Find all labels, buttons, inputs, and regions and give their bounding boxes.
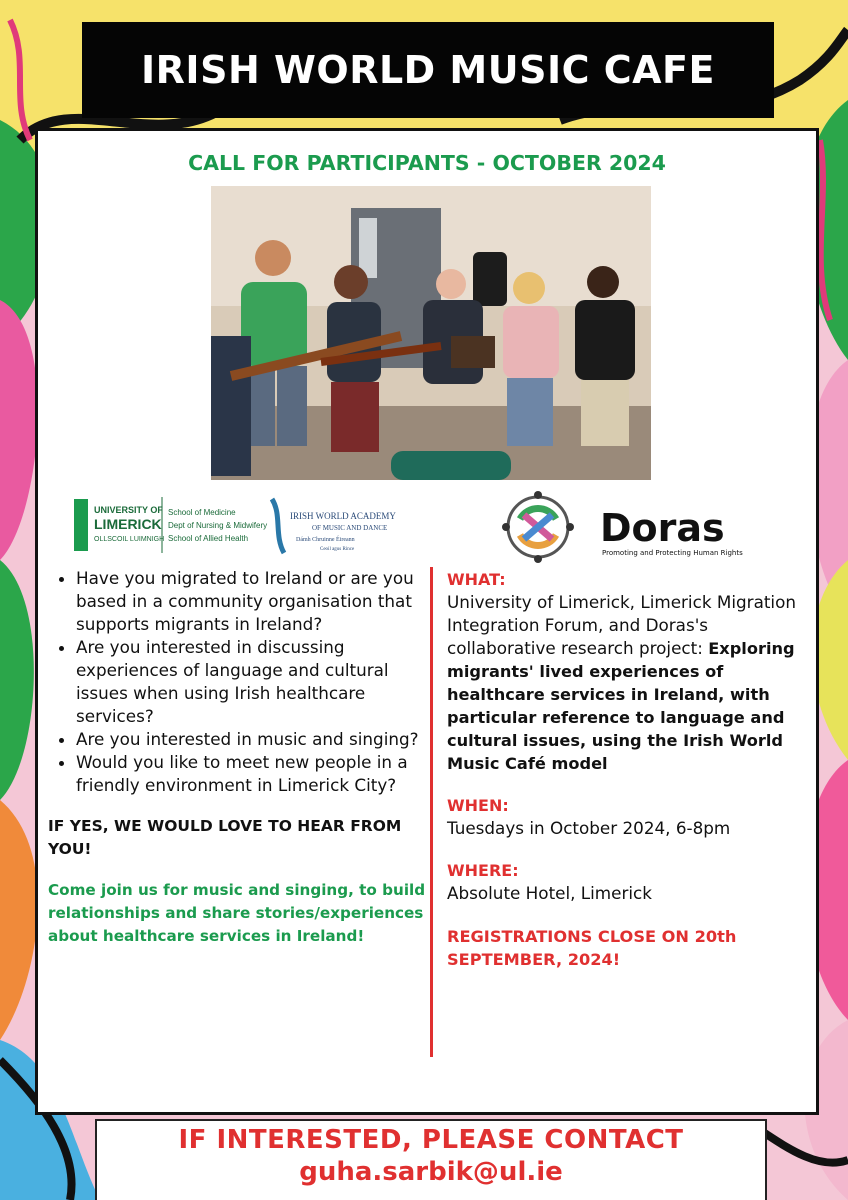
doras-logo-text: Doras [600, 506, 725, 550]
ul-name-1: UNIVERSITY OF [94, 505, 163, 515]
question-item: • Are you interested in music and singing? [76, 728, 428, 751]
what-bold-text: Exploring migrants' lived experiences of healthcare services in Ireland, with particular reference to language and cultural issues, using the Irish World Music Café model [447, 639, 795, 773]
column-divider [430, 567, 433, 1057]
ul-irish-name: OLLSCOIL LUIMNIGH [94, 536, 165, 543]
where-heading: WHERE: [447, 861, 519, 880]
title-banner [82, 22, 774, 118]
questions-column [48, 567, 428, 948]
academy-subname: OF MUSIC AND DANCE [312, 524, 388, 532]
group-photo [211, 186, 651, 480]
join-invitation: Come join us for music and singing, to build relationships and share stories/experiences about healthcare services in Ireland! [48, 881, 426, 945]
details-column [447, 569, 817, 971]
where-text: Absolute Hotel, Limerick [447, 883, 652, 903]
ul-name-2: LIMERICK [94, 516, 162, 532]
academy-irish-2: Ceoil agus Rince [320, 547, 355, 552]
contact-heading: IF INTERESTED, PLEASE CONTACT [178, 1125, 684, 1155]
what-description [447, 591, 817, 775]
ul-school-2: Dept of Nursing & Midwifery [168, 521, 268, 530]
questions-list [48, 567, 428, 797]
yes-callout: IF YES, WE WOULD LOVE TO HEAR FROM YOU! [48, 817, 402, 858]
contact-box [95, 1119, 767, 1200]
doras-tagline: Promoting and Protecting Human Rights [602, 549, 743, 557]
when-heading: WHEN: [447, 796, 509, 815]
academy-irish: Dámh Chruinne Éireann [296, 537, 355, 543]
contact-email-link[interactable]: guha.sarbik@ul.ie [299, 1157, 563, 1187]
question-item: • Have you migrated to Ireland or are you based in a community organisation that supports migrants in Ireland? [76, 567, 428, 636]
musicians-photo-illustration [211, 186, 651, 480]
what-text: University of Limerick, Limerick Migration Integration Forum, and Doras's collaborative research project: [447, 592, 796, 658]
question-item: • Are you interested in discussing experiences of language and cultural issues when using Irish healthcare services? [76, 636, 428, 728]
call-for-participants-heading: CALL FOR PARTICIPANTS - OCTOBER 2024 [188, 151, 666, 175]
ul-school-1: School of Medicine [168, 508, 236, 517]
partner-logos [474, 491, 774, 563]
university-logos [74, 495, 414, 559]
what-heading: WHAT: [447, 570, 506, 589]
ul-school-3: School of Allied Health [168, 534, 249, 543]
academy-name: IRISH WORLD ACADEMY [290, 511, 396, 521]
registration-deadline: REGISTRATIONS CLOSE ON 20th SEPTEMBER, 2024! [447, 927, 737, 969]
question-item: • Would you like to meet new people in a friendly environment in Limerick City? [76, 751, 428, 797]
page-title: IRISH WORLD MUSIC CAFE [141, 48, 715, 92]
content-panel [35, 128, 819, 1115]
when-text: Tuesdays in October 2024, 6-8pm [447, 818, 731, 838]
